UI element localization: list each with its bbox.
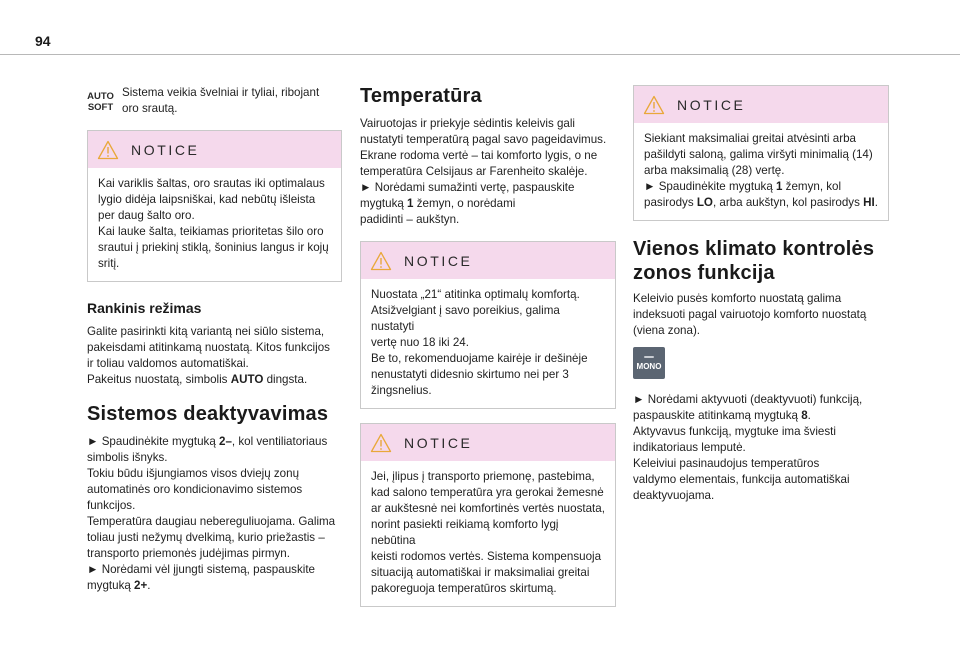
notice-line: nenustatyti didesnio skirtumo nei per 3 bbox=[371, 368, 569, 381]
notice-title: NOTICE bbox=[404, 434, 473, 451]
notice-line: arba maksimalią (28) vertę. bbox=[644, 164, 785, 177]
deactivation-line: toliau justi nežymų dvelkimą, kurio priežastis – bbox=[87, 531, 325, 544]
notice-header bbox=[361, 424, 615, 461]
notice-body bbox=[361, 279, 615, 408]
notice-line: norint pasiekti reikiamą komforto lygį nebūtina bbox=[371, 518, 559, 547]
notice-title: NOTICE bbox=[677, 96, 746, 113]
notice-line: vertę nuo 18 iki 24. bbox=[371, 336, 469, 349]
section-heading-deactivation: Sistemos deaktyvavimas bbox=[87, 403, 329, 425]
column-left bbox=[87, 85, 342, 594]
column-right bbox=[633, 85, 889, 504]
temperature-line: Vairuotojas ir priekyje sėdintis keleivis gali bbox=[360, 117, 576, 130]
notice-body bbox=[361, 461, 615, 606]
mono-intro-line: (viena zona). bbox=[633, 324, 701, 337]
deactivation-line: simbolis išnyks. bbox=[87, 451, 168, 464]
page-number: 94 bbox=[35, 33, 51, 49]
warning-triangle-icon bbox=[97, 140, 119, 160]
notice-header bbox=[88, 131, 341, 168]
deactivation-line-last: mygtuką 2+. bbox=[87, 579, 151, 592]
auto-soft-block bbox=[87, 85, 342, 117]
notice-line: Kai variklis šaltas, oro srautas iki optimalaus bbox=[98, 177, 325, 190]
deactivation-line: automatinės oro kondicionavimo sistemos bbox=[87, 483, 303, 496]
notice-header bbox=[634, 86, 888, 123]
notice-line: Siekiant maksimaliai greitai atvėsinti arba bbox=[644, 132, 856, 145]
notice-line: Kai lauke šalta, teikiamas prioritetas šilo oro bbox=[98, 225, 324, 238]
notice-line: Be to, rekomenduojame kairėje ir dešinėje bbox=[371, 352, 588, 365]
section-heading-manual-mode: Rankinis režimas bbox=[87, 300, 202, 316]
notice-line: kad salono temperatūra yra gerokai žemesnė bbox=[371, 486, 604, 499]
auto-soft-icon-line2: SOFT bbox=[87, 102, 114, 113]
section-heading-temperature: Temperatūra bbox=[360, 85, 482, 107]
mono-line: valdymo elementais, funkcija automatiškai bbox=[633, 473, 850, 486]
notice-title: NOTICE bbox=[131, 141, 200, 158]
notice-line: žingsnelius. bbox=[371, 384, 432, 397]
temperature-line: temperatūra Celsijaus ar Farenheito skalėje. bbox=[360, 165, 588, 178]
notice-box-cold-engine bbox=[87, 130, 342, 282]
notice-line: ar aukštesnė nei komfortinės vertės nuostata, bbox=[371, 502, 605, 515]
mono-line: Aktyvavus funkciją, mygtuke ima šviesti bbox=[633, 425, 836, 438]
notice-line-lo-hi: pasirodys LO, arba aukštyn, kol pasirodys HI. bbox=[644, 196, 878, 209]
manual-line-last: Pakeitus nuostatą, simbolis AUTO dingsta. bbox=[87, 373, 308, 386]
auto-soft-icon-line1: AUTO bbox=[87, 91, 114, 102]
auto-soft-icon bbox=[87, 88, 114, 115]
notice-box-compensation bbox=[360, 423, 616, 607]
deactivation-line: funkcijos. bbox=[87, 499, 136, 512]
auto-soft-text: Sistema veikia švelniai ir tyliai, ribojant oro srautą. bbox=[122, 86, 320, 115]
deactivation-line: Tokiu būdu išjungiamos visos dviejų zonų bbox=[87, 467, 300, 480]
column-middle bbox=[360, 85, 616, 607]
warning-triangle-icon bbox=[643, 95, 665, 115]
section-heading-mono: Vienos klimato kontrolės zonos funkcija bbox=[633, 238, 875, 284]
deactivation-line: Temperatūra daugiau nebereguliuojama. Galima bbox=[87, 515, 336, 528]
mono-intro-line: Keleivio pusės komforto nuostatą galima bbox=[633, 292, 842, 305]
temperature-line: padidinti – aukštyn. bbox=[360, 213, 460, 226]
notice-line: Atsižvelgiant į savo poreikius, galima nustatyti bbox=[371, 304, 560, 333]
mono-line-button: paspauskite atitinkamą mygtuką 8. bbox=[633, 409, 811, 422]
mono-line: ► Norėdami aktyvuoti (deaktyvuoti) funkciją, bbox=[633, 393, 863, 406]
notice-line: pakoreguoja temperatūros skirtumą. bbox=[371, 582, 557, 595]
notice-line: lygio didėja laipsniškai, kad nebūtų išleista bbox=[98, 193, 316, 206]
warning-triangle-icon bbox=[370, 251, 392, 271]
notice-line-button: ► Spaudinėkite mygtuką 1 žemyn, kol bbox=[644, 180, 842, 193]
notice-line: srautui į priekinį stiklą, šoninius langus ir kojų bbox=[98, 241, 329, 254]
notice-body bbox=[634, 123, 888, 220]
warning-triangle-icon bbox=[370, 433, 392, 453]
notice-line: Jei, įlipus į transporto priemonę, pastebima, bbox=[371, 470, 595, 483]
temperature-line: Ekrane rodoma vertė – tai komforto lygis, o ne bbox=[360, 149, 598, 162]
temperature-line: nustatyti temperatūrą pagal savo pageidavimus. bbox=[360, 133, 607, 146]
notice-line: Nuostata „21“ atitinka optimalų komfortą. bbox=[371, 288, 580, 301]
notice-line: keisti rodomos vertės. Sistema kompensuoja bbox=[371, 550, 602, 563]
notice-box-lo-hi bbox=[633, 85, 889, 221]
temperature-line: ► Norėdami sumažinti vertę, paspauskite bbox=[360, 181, 575, 194]
mono-intro-line: indeksuoti pagal vairuotojo komforto nuostatą bbox=[633, 308, 867, 321]
notice-title: NOTICE bbox=[404, 252, 473, 269]
notice-line: situaciją automatiškai ir maksimaliai greitai bbox=[371, 566, 590, 579]
notice-line: pašildyti saloną, galima viršyti minimalią (14) bbox=[644, 148, 873, 161]
deactivation-line-first: ► Spaudinėkite mygtuką 2–, kol ventiliatoriaus bbox=[87, 435, 328, 448]
mono-line: Keleiviui pasinaudojus temperatūros bbox=[633, 457, 820, 470]
header-rule bbox=[0, 54, 960, 55]
notice-line: sritį. bbox=[98, 257, 120, 270]
mono-line: indikatoriaus lemputė. bbox=[633, 441, 746, 454]
manual-line: pakeisdami atitinkamą nuostatą. Kitos funkcijos bbox=[87, 341, 330, 354]
notice-box-optimal-comfort bbox=[360, 241, 616, 409]
manual-line: ir toliau valdomos automatiškai. bbox=[87, 357, 249, 370]
mono-icon bbox=[633, 347, 665, 379]
mono-line: deaktyvuojama. bbox=[633, 489, 715, 502]
mono-icon-label: MONO bbox=[636, 362, 662, 371]
notice-header bbox=[361, 242, 615, 279]
temperature-line-button: mygtuką 1 žemyn, o norėdami bbox=[360, 197, 516, 210]
manual-line: Galite pasirinkti kitą variantą nei siūlo sistema, bbox=[87, 325, 325, 338]
deactivation-line: transporto priemonės judėjimas pirmyn. bbox=[87, 547, 290, 560]
notice-body bbox=[88, 168, 341, 281]
deactivation-line: ► Norėdami vėl įjungti sistemą, paspauskite bbox=[87, 563, 315, 576]
notice-line: per daug šalto oro. bbox=[98, 209, 195, 222]
